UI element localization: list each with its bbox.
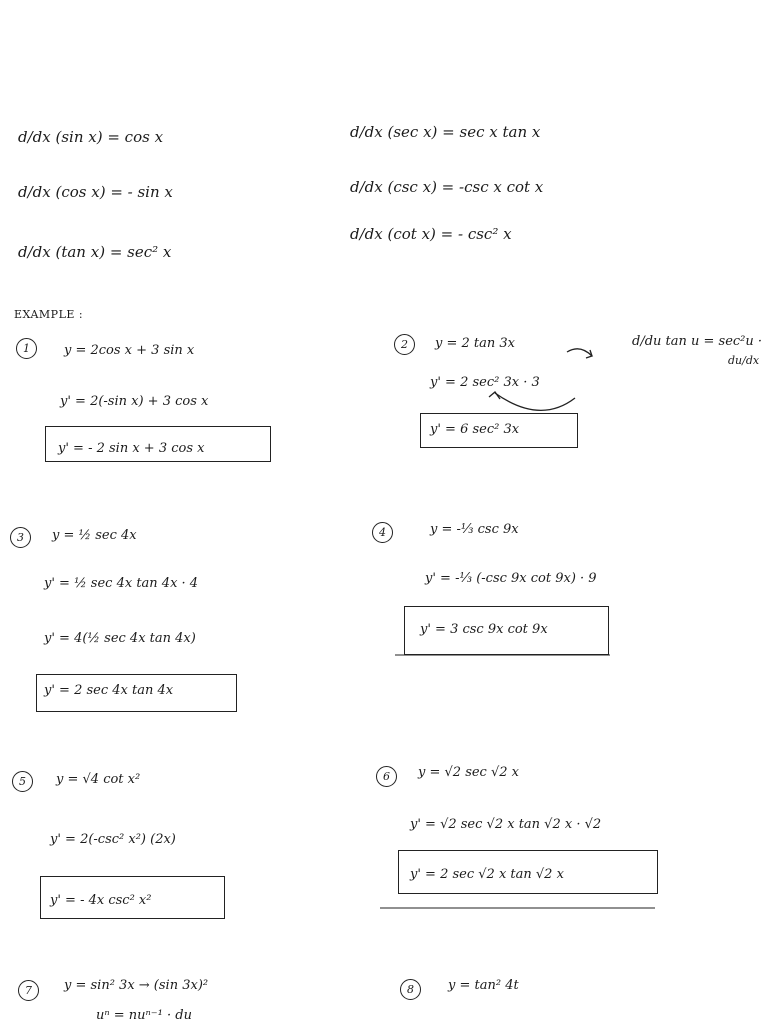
problem-6-step-1: y' = √2 sec √2 x tan √2 x · √2 — [410, 817, 602, 832]
problem-8-question: y = tan² 4t — [448, 978, 519, 993]
problem-7-step-1: uⁿ = nuⁿ⁻¹ · du — [96, 1008, 192, 1023]
side-note-fraction: du/dx — [728, 354, 760, 367]
problem-1-step-1: y' = 2(-sin x) + 3 cos x — [60, 394, 209, 409]
problem-5-question: y = √4 cot x² — [56, 772, 141, 787]
problem-1-answer: y' = - 2 sin x + 3 cos x — [58, 441, 205, 456]
formula-cos: d/dx (cos x) = - sin x — [18, 183, 173, 201]
problem-number-6: 6 — [376, 766, 397, 787]
problem-number-3: 3 — [10, 527, 31, 548]
problem-4-step-1: y' = -⅓ (-csc 9x cot 9x) · 9 — [425, 571, 597, 586]
curved-arrow — [495, 393, 575, 410]
problem-number-7: 7 — [18, 980, 39, 1001]
problem-6-answer: y' = 2 sec √2 x tan √2 x — [410, 867, 564, 882]
problem-5-answer: y' = - 4x csc² x² — [50, 893, 152, 908]
problem-2-answer: y' = 6 sec² 3x — [430, 422, 520, 437]
problem-6-question: y = √2 sec √2 x — [418, 765, 519, 780]
problem-number-4: 4 — [372, 522, 393, 543]
problem-number-2: 2 — [394, 334, 415, 355]
formula-csc: d/dx (csc x) = -csc x cot x — [350, 178, 544, 196]
problem-4-question: y = -⅓ csc 9x — [430, 522, 519, 537]
problem-number-8: 8 — [400, 979, 421, 1000]
pointer-arrow — [567, 349, 592, 358]
formula-sin: d/dx (sin x) = cos x — [18, 128, 164, 146]
problem-2-question: y = 2 tan 3x — [435, 336, 515, 351]
problem-2-step-1: y' = 2 sec² 3x · 3 — [430, 375, 540, 390]
example-label: EXAMPLE : — [14, 308, 84, 321]
problem-3-step-1: y' = ½ sec 4x tan 4x · 4 — [44, 576, 199, 591]
problem-3-step-2: y' = 4(½ sec 4x tan 4x) — [44, 631, 196, 646]
problem-number-1: 1 — [16, 338, 37, 359]
formula-sec: d/dx (sec x) = sec x tan x — [350, 123, 541, 141]
problem-4-answer: y' = 3 csc 9x cot 9x — [420, 622, 548, 637]
problem-7-question: y = sin² 3x → (sin 3x)² — [64, 978, 209, 993]
problem-number-5: 5 — [12, 771, 33, 792]
problem-1-question: y = 2cos x + 3 sin x — [64, 343, 195, 358]
problem-3-answer: y' = 2 sec 4x tan 4x — [44, 683, 174, 698]
side-note: d/du tan u = sec²u · — [632, 334, 763, 349]
formula-cot: d/dx (cot x) = - csc² x — [350, 225, 512, 243]
formula-tan: d/dx (tan x) = sec² x — [18, 243, 172, 261]
problem-3-question: y = ½ sec 4x — [52, 528, 137, 543]
problem-5-step-1: y' = 2(-csc² x²) (2x) — [50, 832, 176, 847]
